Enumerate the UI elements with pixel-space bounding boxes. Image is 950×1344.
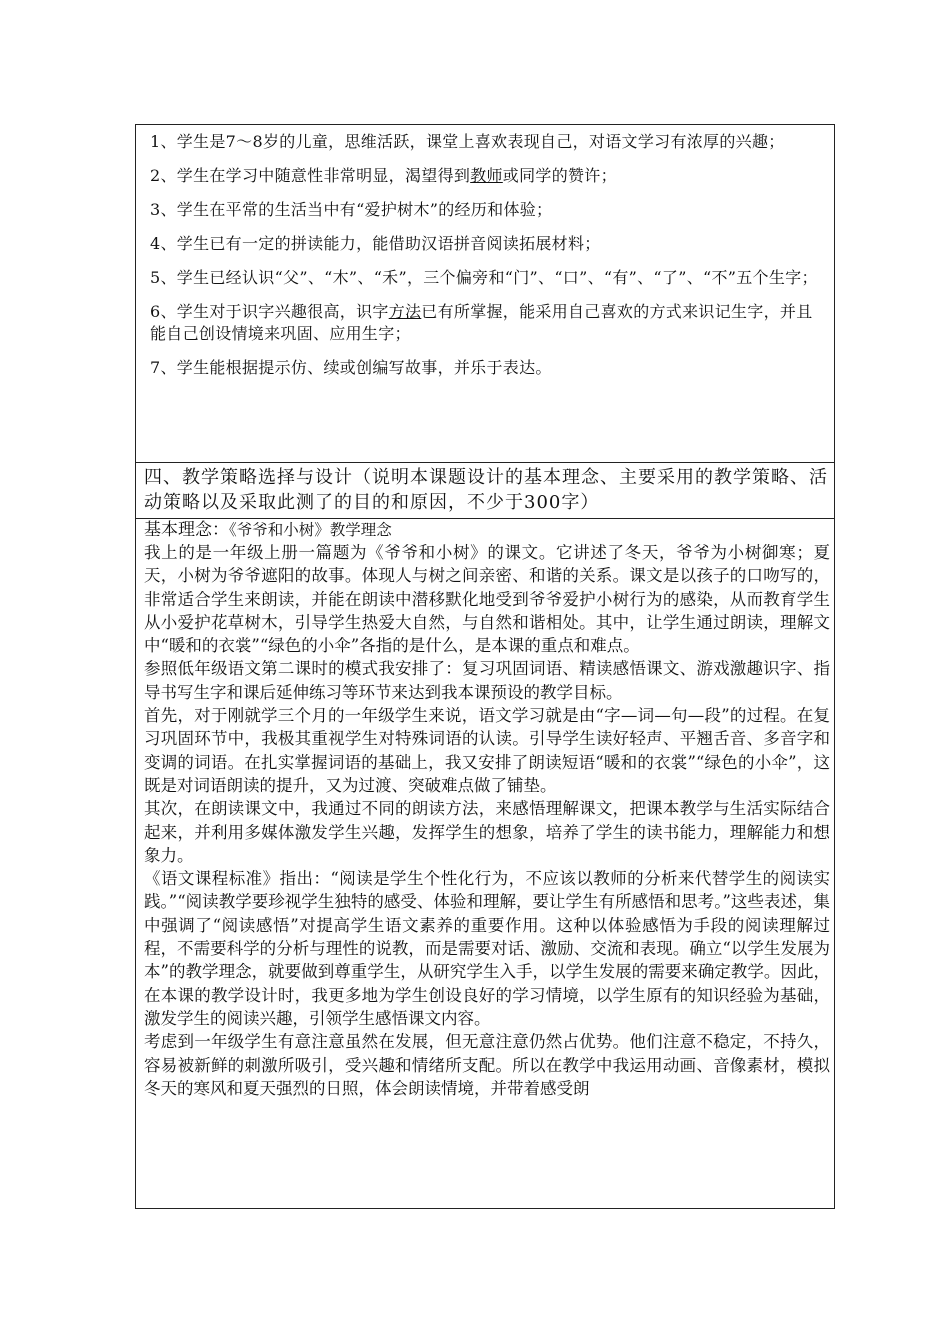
body-paragraph-2: 参照低年级语文第二课时的模式我安排了：复习巩固词语、精读感悟课文、游戏激趣识字、指导书写生字和课后延伸练习等环节来达到我本课预设的教学目标。: [144, 659, 830, 702]
document-table: [135, 124, 835, 1209]
analysis-item-4: 4、学生已有一定的拼读能力，能借助汉语拼音阅读拓展材料；: [150, 234, 601, 253]
body-title-label: 基本理念：: [144, 520, 229, 540]
body-paragraph-6: 考虑到一年级学生有意注意虽然在发展，但无意注意仍然占优势。他们注意不稳定，不持久，容易被新鲜的刺激所吸引，受兴趣和情绪所支配。所以在教学中我运用动画、音像素材，模拟冬天的寒风和夏天强烈的日照，体会朗读情境，并带着感受朗: [144, 1032, 830, 1098]
body-paragraph-3: 首先，对于刚就学三个月的一年级学生来说，语文学习就是由“字—词—句—段”的过程。在复习巩固环节中，我极其重视学生对特殊词语的认读。引导学生读好轻声、平翘舌音、多音字和变调的词语。在扎实掌握词语的基础上，我又安排了朗读短语“暖和的衣裳”“绿色的小伞”，这既是对词语朗读的提升，又为过渡、突破难点做了铺垫。: [144, 706, 830, 795]
body-paragraph-4: 其次，在朗读课文中，我通过不同的朗读方法，来感悟理解课文，把课本教学与生活实际结合起来，并利用多媒体激发学生兴趣，发挥学生的想象，培养了学生的读书能力，理解能力和想象力。: [144, 799, 830, 865]
underlined-term: 方法: [388, 302, 422, 321]
strategy-body-cell: [136, 518, 834, 1208]
analysis-item-6: 6、学生对于识字兴趣很高，识字方法已有所掌握，能采用自己喜欢的方式来识记生字，并且能自己创设情境来巩固、应用生字；: [150, 302, 813, 343]
learner-analysis-cell: [136, 125, 834, 462]
underlined-term: 教师: [470, 166, 503, 185]
analysis-item-2: 2、学生在学习中随意性非常明显，渴望得到教师或同学的赞许；: [150, 166, 617, 185]
body-paragraph-5: 《语文课程标准》指出：“阅读是学生个性化行为，不应该以教师的分析来代替学生的阅读实践。”“阅读教学要珍视学生独特的感受、体验和理解，要让学生有所感悟和思考。”这些表述，集中强调了“阅读感悟”对提高学生语文素养的重要作用。这种以体验感悟为手段的阅读理解过程，不需要科学的分析与理性的说教，而是需要对话、激励、交流和表现。确立“以学生发展为本”的教学理念，就要做到尊重学生，从研究学生入手，以学生发展的需要来确定教学。因此，在本课的教学设计时，我更多地为学生创设良好的学习情境，以学生原有的知识经验为基础，激发学生的阅读兴趣，引领学生感悟课文内容。: [144, 869, 830, 1028]
body-title-sub: 《爷爷和小树》教学理念: [229, 521, 392, 539]
section-heading: 四、教学策略选择与设计（说明本课题设计的基本理念、主要采用的教学策略、活动策略以及采取此测了的目的和原因，不少于300字）: [144, 467, 828, 513]
body-paragraph-1: 我上的是一年级上册一篇题为《爷爷和小树》的课文。它讲述了冬天，爷爷为小树御寒；夏天，小树为爷爷遮阳的故事。体现人与树之间亲密、和谐的关系。课文是以孩子的口吻写的，非常适合学生来朗读，并能在朗读中潜移默化地受到爷爷爱护小树行为的感染，从而教育学生从小爱护花草树木，引导学生热爱大自然，与自然和谐相处。其中，让学生通过朗读，理解文中“暖和的衣裳”“绿色的小伞”各指的是什么，是本课的重点和难点。: [144, 543, 830, 656]
section-heading-cell: [136, 462, 834, 518]
analysis-item-1: 1、学生是7～8岁的儿童，思维活跃，课堂上喜欢表现自己，对语文学习有浓厚的兴趣；: [150, 132, 785, 151]
analysis-item-3: 3、学生在平常的生活当中有“爱护树木”的经历和体验；: [150, 200, 553, 219]
analysis-item-7: 7、学生能根据提示仿、续或创编写故事，并乐于表达。: [150, 358, 552, 377]
analysis-item-5: 5、学生已经认识“父”、“木”、“禾”，三个偏旁和“门”、“口”、“有”、“了”、“不”五个生字；: [150, 268, 818, 287]
body-title: [144, 519, 830, 541]
